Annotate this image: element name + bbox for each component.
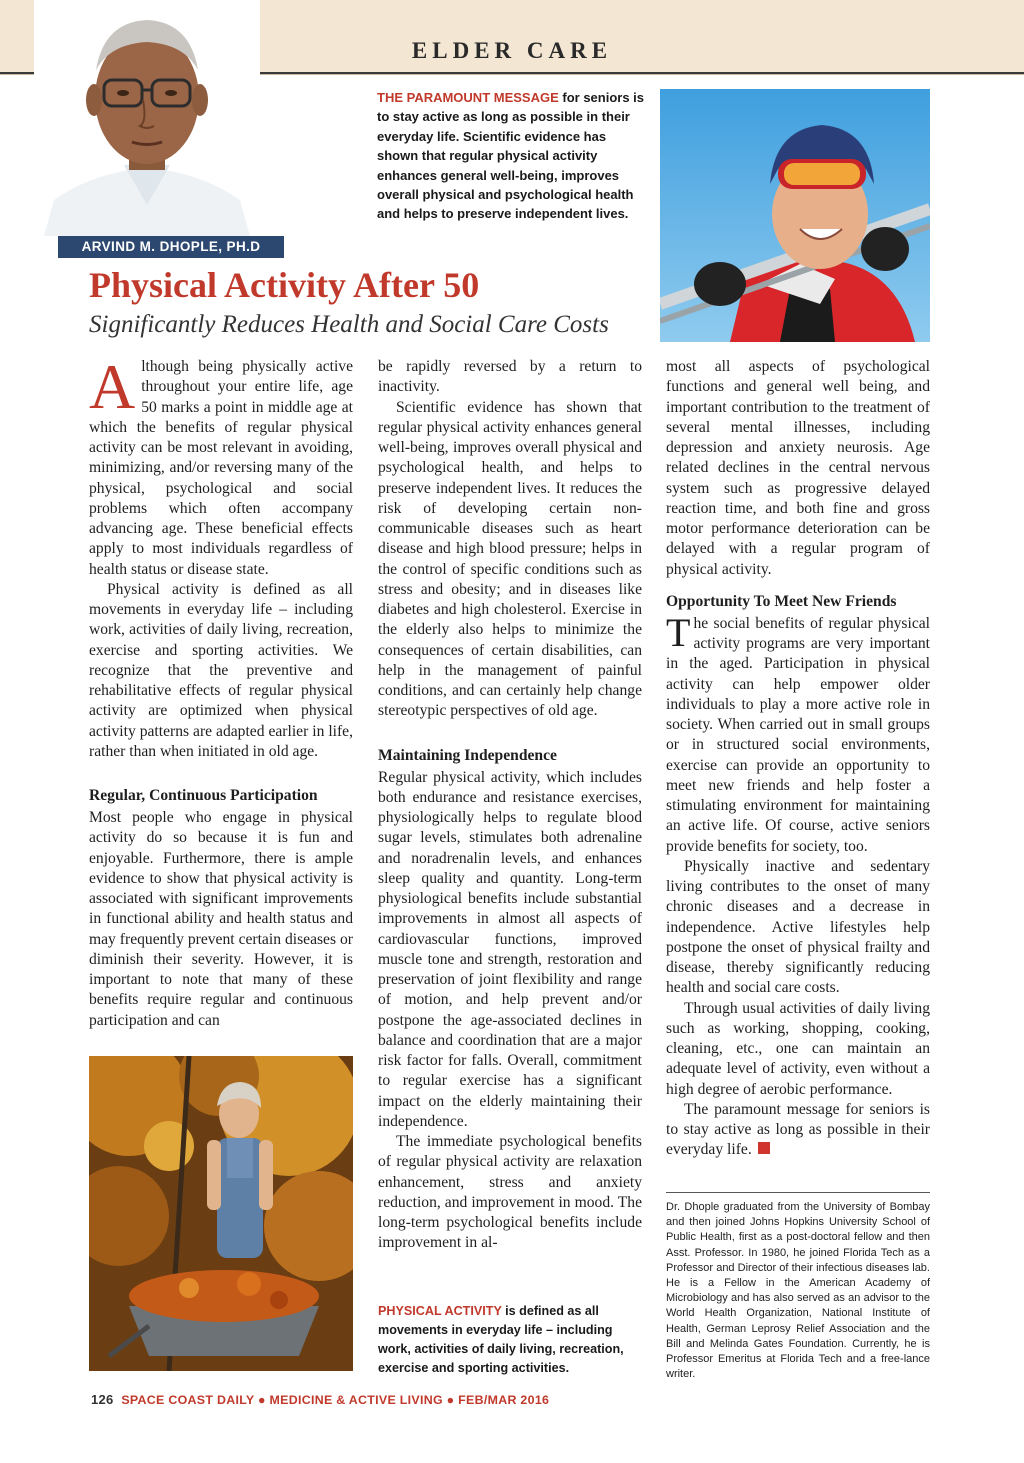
section-heading: Opportunity To Meet New Friends xyxy=(666,592,897,610)
paragraph-text: lthough being physically active throughout your entire life, age 50 marks a point in middle age at which the benefits of regular physical activity can be most relevant in avoiding, minimizing, and/or reversing many of the physical, psychological and social problems which often accompany advancing age. These beneficial effects apply to most individuals regardless of health status or disease state. xyxy=(89,358,353,578)
bio-divider xyxy=(666,1192,930,1193)
paragraph: Through usual activities of daily living such as working, shopping, cooking, cleaning, etc., one can maintain an adequate level of activity, even without a high degree of aerobic performance. xyxy=(666,999,930,1098)
paragraph: Regular physical activity, which includes both endurance and resistance exercises, physiologically helps to regulate blood sugar levels, stimulates both adrenaline and noradrenalin levels, and enhances sleep quality and quantity. Long-term physiological benefits include substantial improvements in almost all aspects of cardiovascular functions, improved muscle tone and strength, restoration and preservation of joint flexibility and range of motion, and help prevent and/or postpone the age-associated declines in balance and coordination that are a major risk factor for falls. Overall, commitment to regular exercise has a significant impact on the elderly maintaining their independence. xyxy=(378,768,642,1130)
callout-physical-activity xyxy=(378,1302,642,1378)
paragraph-text: he social benefits of regular physical activity programs are very important in the aged. Participation in physical activity can help empower older individuals to play a more active role in society. When carried out in small groups or in structured social environments, exercise can provide an opportunity to meet new friends and help foster a stimulating environment for maintaining an active life. Of course, active seniors provide benefits for society, too. xyxy=(666,614,930,855)
paragraph: Scientific evidence has shown that regular physical activity enhances general well-being, improves overall physical and psychological health, and helps to preserve independent lives. It reduces the risk of developing certain non-communicable diseases such as heart disease and high blood pressure; helps in the control of specific conditions such as stress and obesity; and in diseases like diabetes and high cholesterol. Exercise in the elderly also helps to minimize the consequences of certain disabilities, can help in the management of painful conditions, and can certainly help change stereotypic perspectives of old age. xyxy=(378,398,642,720)
subhead: Significantly Reduces Health and Social Care Costs xyxy=(89,311,609,338)
author-name: ARVIND M. DHOPLE, PH.D xyxy=(58,236,284,258)
callout-text: is defined as all movements in everyday life – including work, activities of daily living, recreation, exercise and sporting activities. xyxy=(378,1304,624,1375)
article-column-3 xyxy=(666,357,930,1161)
section-heading: Regular, Continuous Participation xyxy=(89,787,318,804)
gardening-photo xyxy=(89,1056,353,1371)
article-column-1 xyxy=(89,351,353,1031)
paragraph: Most people who engage in physical activity do so because it is fun and enjoyable. Furthermore, there is ample evidence to show that physical activity is associated with significant improvements in functional ability and health status and may frequently prevent certain diseases or diminish their severity. However, it is important to note that many of these benefits require regular and continuous participation and can xyxy=(89,809,353,1029)
pullquote-lead: THE PARAMOUNT MESSAGE xyxy=(377,90,559,105)
end-mark-icon xyxy=(758,1142,770,1154)
headline: Physical Activity After 50 xyxy=(89,265,480,305)
paragraph: most all aspects of psychological functions and general well being, and important contribution to the treatment of several mental illnesses, including depression and anxiety neurosis. Age related declines in the central nervous system such as progressive delayed reaction time, and both fine and gross motor performance deterioration can be delayed with a regular program of physical activity. xyxy=(666,358,930,578)
paragraph: The immediate psychological benefits of regular physical activity are relaxation enhancement, stress and anxiety reduction, and improvement in mood. The long-term psychological benefits include improvement in al- xyxy=(378,1133,642,1252)
paragraph xyxy=(666,1100,930,1161)
paragraph xyxy=(666,609,930,857)
article-column-2 xyxy=(378,357,642,1254)
pullquote xyxy=(377,88,649,224)
callout-lead: PHYSICAL ACTIVITY xyxy=(378,1304,502,1318)
paragraph: Physically inactive and sedentary living contributes to the onset of many chronic diseases and a decrease in independence. Active lifestyles help postpone the onset of physical frailty and disease, thereby significantly reducing health and social care costs. xyxy=(666,857,930,997)
footer-text: SPACE COAST DAILY ● MEDICINE & ACTIVE LIVING ● FEB/MAR 2016 xyxy=(121,1393,550,1407)
drop-cap: T xyxy=(666,609,691,655)
author-photo xyxy=(34,0,260,236)
author-bio: Dr. Dhople graduated from the University of Bombay and then joined Johns Hopkins University School of Public Health, first as a post-doctoral fellow and then Asst. Professor. In 1980, he joined Florida Tech as a Professor and Director of their infectious diseases lab. He is a Fellow in the American Academy of Microbiology and has also served as an advisor to the World Health Organization, National Institute of Health, German Leprosy Relief Association and the Bill and Melinda Gates Foundation. Currently, he is Professor Emeritus at Florida Tech and a free-lance writer. xyxy=(666,1201,930,1381)
pullquote-text: for seniors is to stay active as long as possible in their everyday life. Scientific evidence has shown that regular physical activity enhances general well-being, improves overall physical and psychological health and helps to preserve independent lives. xyxy=(377,90,645,222)
paragraph xyxy=(89,351,353,580)
section-heading: Maintaining Independence xyxy=(378,746,557,764)
skier-photo xyxy=(660,89,930,342)
paragraph-text: The paramount message for seniors is to stay active as long as possible in their everyday life. xyxy=(666,1100,930,1159)
section-label: ELDER CARE xyxy=(411,38,613,63)
drop-cap: A xyxy=(89,351,136,422)
paragraph: be rapidly reversed by a return to inactivity. xyxy=(378,358,642,396)
page-number: 126 xyxy=(91,1392,114,1407)
paragraph: Physical activity is defined as all movements in everyday life – including work, activities of daily living, recreation, exercise and sporting activities. We recognize that the preventive and rehabilitative effects of regular physical activity are optimized when physical activity patterns are adapted earlier in life, rather than when initiated in old age. xyxy=(89,580,353,760)
page-footer xyxy=(91,1392,549,1407)
